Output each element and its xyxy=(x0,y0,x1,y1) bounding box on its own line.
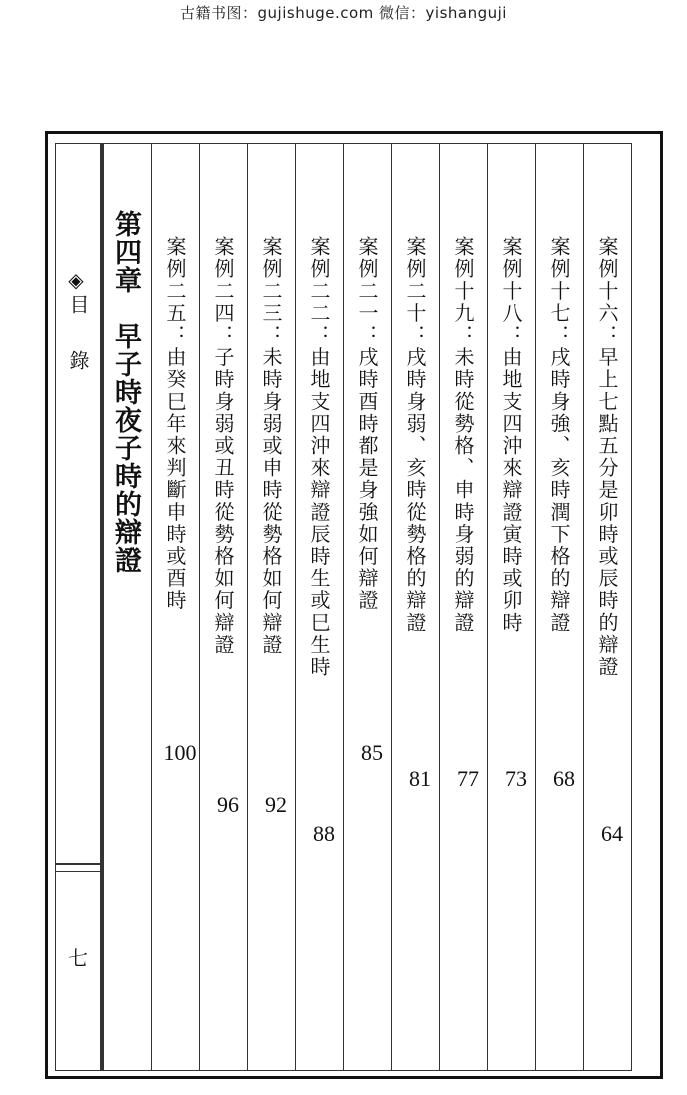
watermark-text: 古籍书图：gujishuge.com 微信：yishanguji xyxy=(180,4,507,22)
sidebar-rule-top xyxy=(55,863,101,865)
toc-entry-title[interactable]: 案例十九：未時從勢格、申時身弱的辯證 xyxy=(451,236,475,634)
toc-entry-page: 77 xyxy=(457,766,479,791)
section-marker-icon: ◈ xyxy=(64,268,88,292)
toc-entry-title[interactable]: 案例十八：由地支四沖來辯證寅時或卯時 xyxy=(499,236,523,634)
column-rule xyxy=(151,143,152,1071)
column-rule xyxy=(439,143,440,1071)
toc-entry-title[interactable]: 案例二五：由癸巳年來判斷申時或酉時 xyxy=(163,236,187,612)
toc-entry-title[interactable]: 案例二二：由地支四沖來辯證辰時生或巳生時 xyxy=(307,236,331,678)
toc-entry-title[interactable]: 案例十七：戌時身強、亥時潤下格的辯證 xyxy=(547,236,571,634)
column-rule xyxy=(535,143,536,1071)
toc-entry-title[interactable]: 案例二十：戌時身弱、亥時從勢格的辯證 xyxy=(403,236,427,634)
folio-number: 七 xyxy=(68,946,88,970)
toc-entry-page: 96 xyxy=(217,792,239,817)
toc-entry-title[interactable]: 案例二三：未時身弱或申時從勢格如何辯證 xyxy=(259,236,283,656)
column-rule xyxy=(295,143,296,1071)
toc-entry-page: 64 xyxy=(601,821,623,846)
toc-entry-page: 88 xyxy=(313,821,335,846)
column-rule xyxy=(583,143,584,1071)
column-rule xyxy=(487,143,488,1071)
column-rule xyxy=(391,143,392,1071)
column-rule xyxy=(199,143,200,1071)
column-rule xyxy=(343,143,344,1071)
toc-entry-title[interactable]: 案例二四：子時身弱或丑時從勢格如何辯證 xyxy=(211,236,235,656)
toc-entry-page: 92 xyxy=(265,792,287,817)
column-rule xyxy=(247,143,248,1071)
toc-entry-page: 81 xyxy=(409,766,431,791)
sidebar-rule-bottom xyxy=(55,871,101,872)
toc-entry-page: 85 xyxy=(361,740,383,765)
toc-entry-page: 68 xyxy=(553,766,575,791)
toc-entry-title[interactable]: 案例十六：早上七點五分是卯時或辰時的辯證 xyxy=(595,236,619,678)
section-title: 目錄 xyxy=(66,294,90,406)
toc-entry-page: 100 xyxy=(163,740,197,765)
toc-entry-page: 73 xyxy=(505,766,527,791)
sidebar-divider xyxy=(100,143,104,1071)
chapter-title: 第四章 早子時夜子時的辯證 xyxy=(110,210,141,574)
toc-entry-title[interactable]: 案例二一：戌時酉時都是身強如何辯證 xyxy=(355,236,379,612)
